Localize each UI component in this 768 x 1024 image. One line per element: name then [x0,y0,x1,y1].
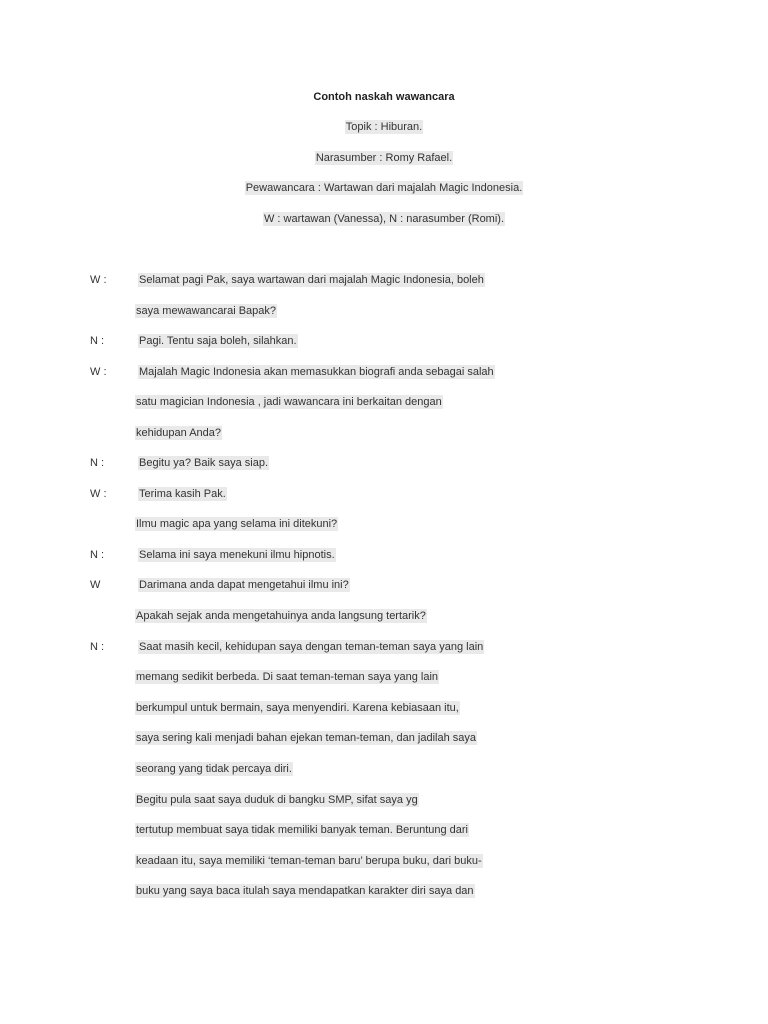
transcript-line [0,670,768,684]
speaker-label: N : [90,457,105,469]
transcript-line [0,456,768,470]
transcript-line [0,517,768,531]
transcript-line [0,365,768,379]
speaker-label: W : [90,366,107,378]
legend-line: W : wartawan (Vanessa), N : narasumber (Romi). [263,213,505,225]
speaker-label: N : [90,549,105,561]
line-text: saya sering kali menjadi bahan ejekan teman-teman, dan jadilah saya [136,732,476,744]
transcript-line [0,854,768,868]
line-text: Begitu pula saat saya duduk di bangku SMP, sifat saya yg [136,794,418,806]
line-text: Ilmu magic apa yang selama ini ditekuni? [136,518,338,530]
document-title: Contoh naskah wawancara [313,91,455,103]
transcript-line [0,762,768,776]
transcript-line [0,548,768,562]
line-text: Begitu ya? Baik saya siap. [139,457,269,469]
speaker-label: N : [90,641,105,653]
line-text: tertutup membuat saya tidak memiliki banyak teman. Beruntung dari [136,824,468,836]
line-text: satu magician Indonesia , jadi wawancara ini berkaitan dengan [136,396,442,408]
transcript-line [0,793,768,807]
transcript-line [0,701,768,715]
line-text: keadaan itu, saya memiliki ‘teman-teman baru’ berupa buku, dari buku- [136,855,482,867]
line-text: memang sedikit berbeda. Di saat teman-teman saya yang lain [136,671,439,683]
line-text: Saat masih kecil, kehidupan saya dengan teman-teman saya yang lain [139,641,484,653]
transcript-line [0,426,768,440]
transcript-line [0,731,768,745]
line-text: Selamat pagi Pak, saya wartawan dari majalah Magic Indonesia, boleh [139,274,484,286]
line-text: Terima kasih Pak. [139,488,226,500]
line-text: saya mewawancarai Bapak? [136,305,277,317]
topic-line: Topik : Hiburan. [345,121,423,133]
transcript-line [0,609,768,623]
line-text: Selama ini saya menekuni ilmu hipnotis. [139,549,335,561]
line-text: kehidupan Anda? [136,427,222,439]
speaker-label: N : [90,335,105,347]
transcript-line [0,884,768,898]
line-text: Apakah sejak anda mengetahuinya anda langsung tertarik? [136,610,426,622]
source-line: Narasumber : Romy Rafael. [315,152,453,164]
line-text: Majalah Magic Indonesia akan memasukkan biografi anda sebagai salah [139,366,494,378]
line-text: Pagi. Tentu saja boleh, silahkan. [139,335,297,347]
line-text: Darimana anda dapat mengetahui ilmu ini? [139,579,349,591]
line-text: buku yang saya baca itulah saya mendapatkan karakter diri saya dan [136,885,474,897]
line-text: berkumpul untuk bermain, saya menyendiri. Karena kebiasaan itu, [136,702,459,714]
transcript-line [0,640,768,654]
transcript-line [0,304,768,318]
transcript-line [0,487,768,501]
transcript-line [0,823,768,837]
interviewer-line: Pewawancara : Wartawan dari majalah Magic Indonesia. [245,182,523,194]
line-text: seorang yang tidak percaya diri. [136,763,292,775]
speaker-label: W [90,579,101,591]
transcript-line [0,578,768,592]
transcript-line [0,273,768,287]
transcript-line [0,395,768,409]
speaker-label: W : [90,488,107,500]
transcript-line [0,334,768,348]
speaker-label: W : [90,274,107,286]
